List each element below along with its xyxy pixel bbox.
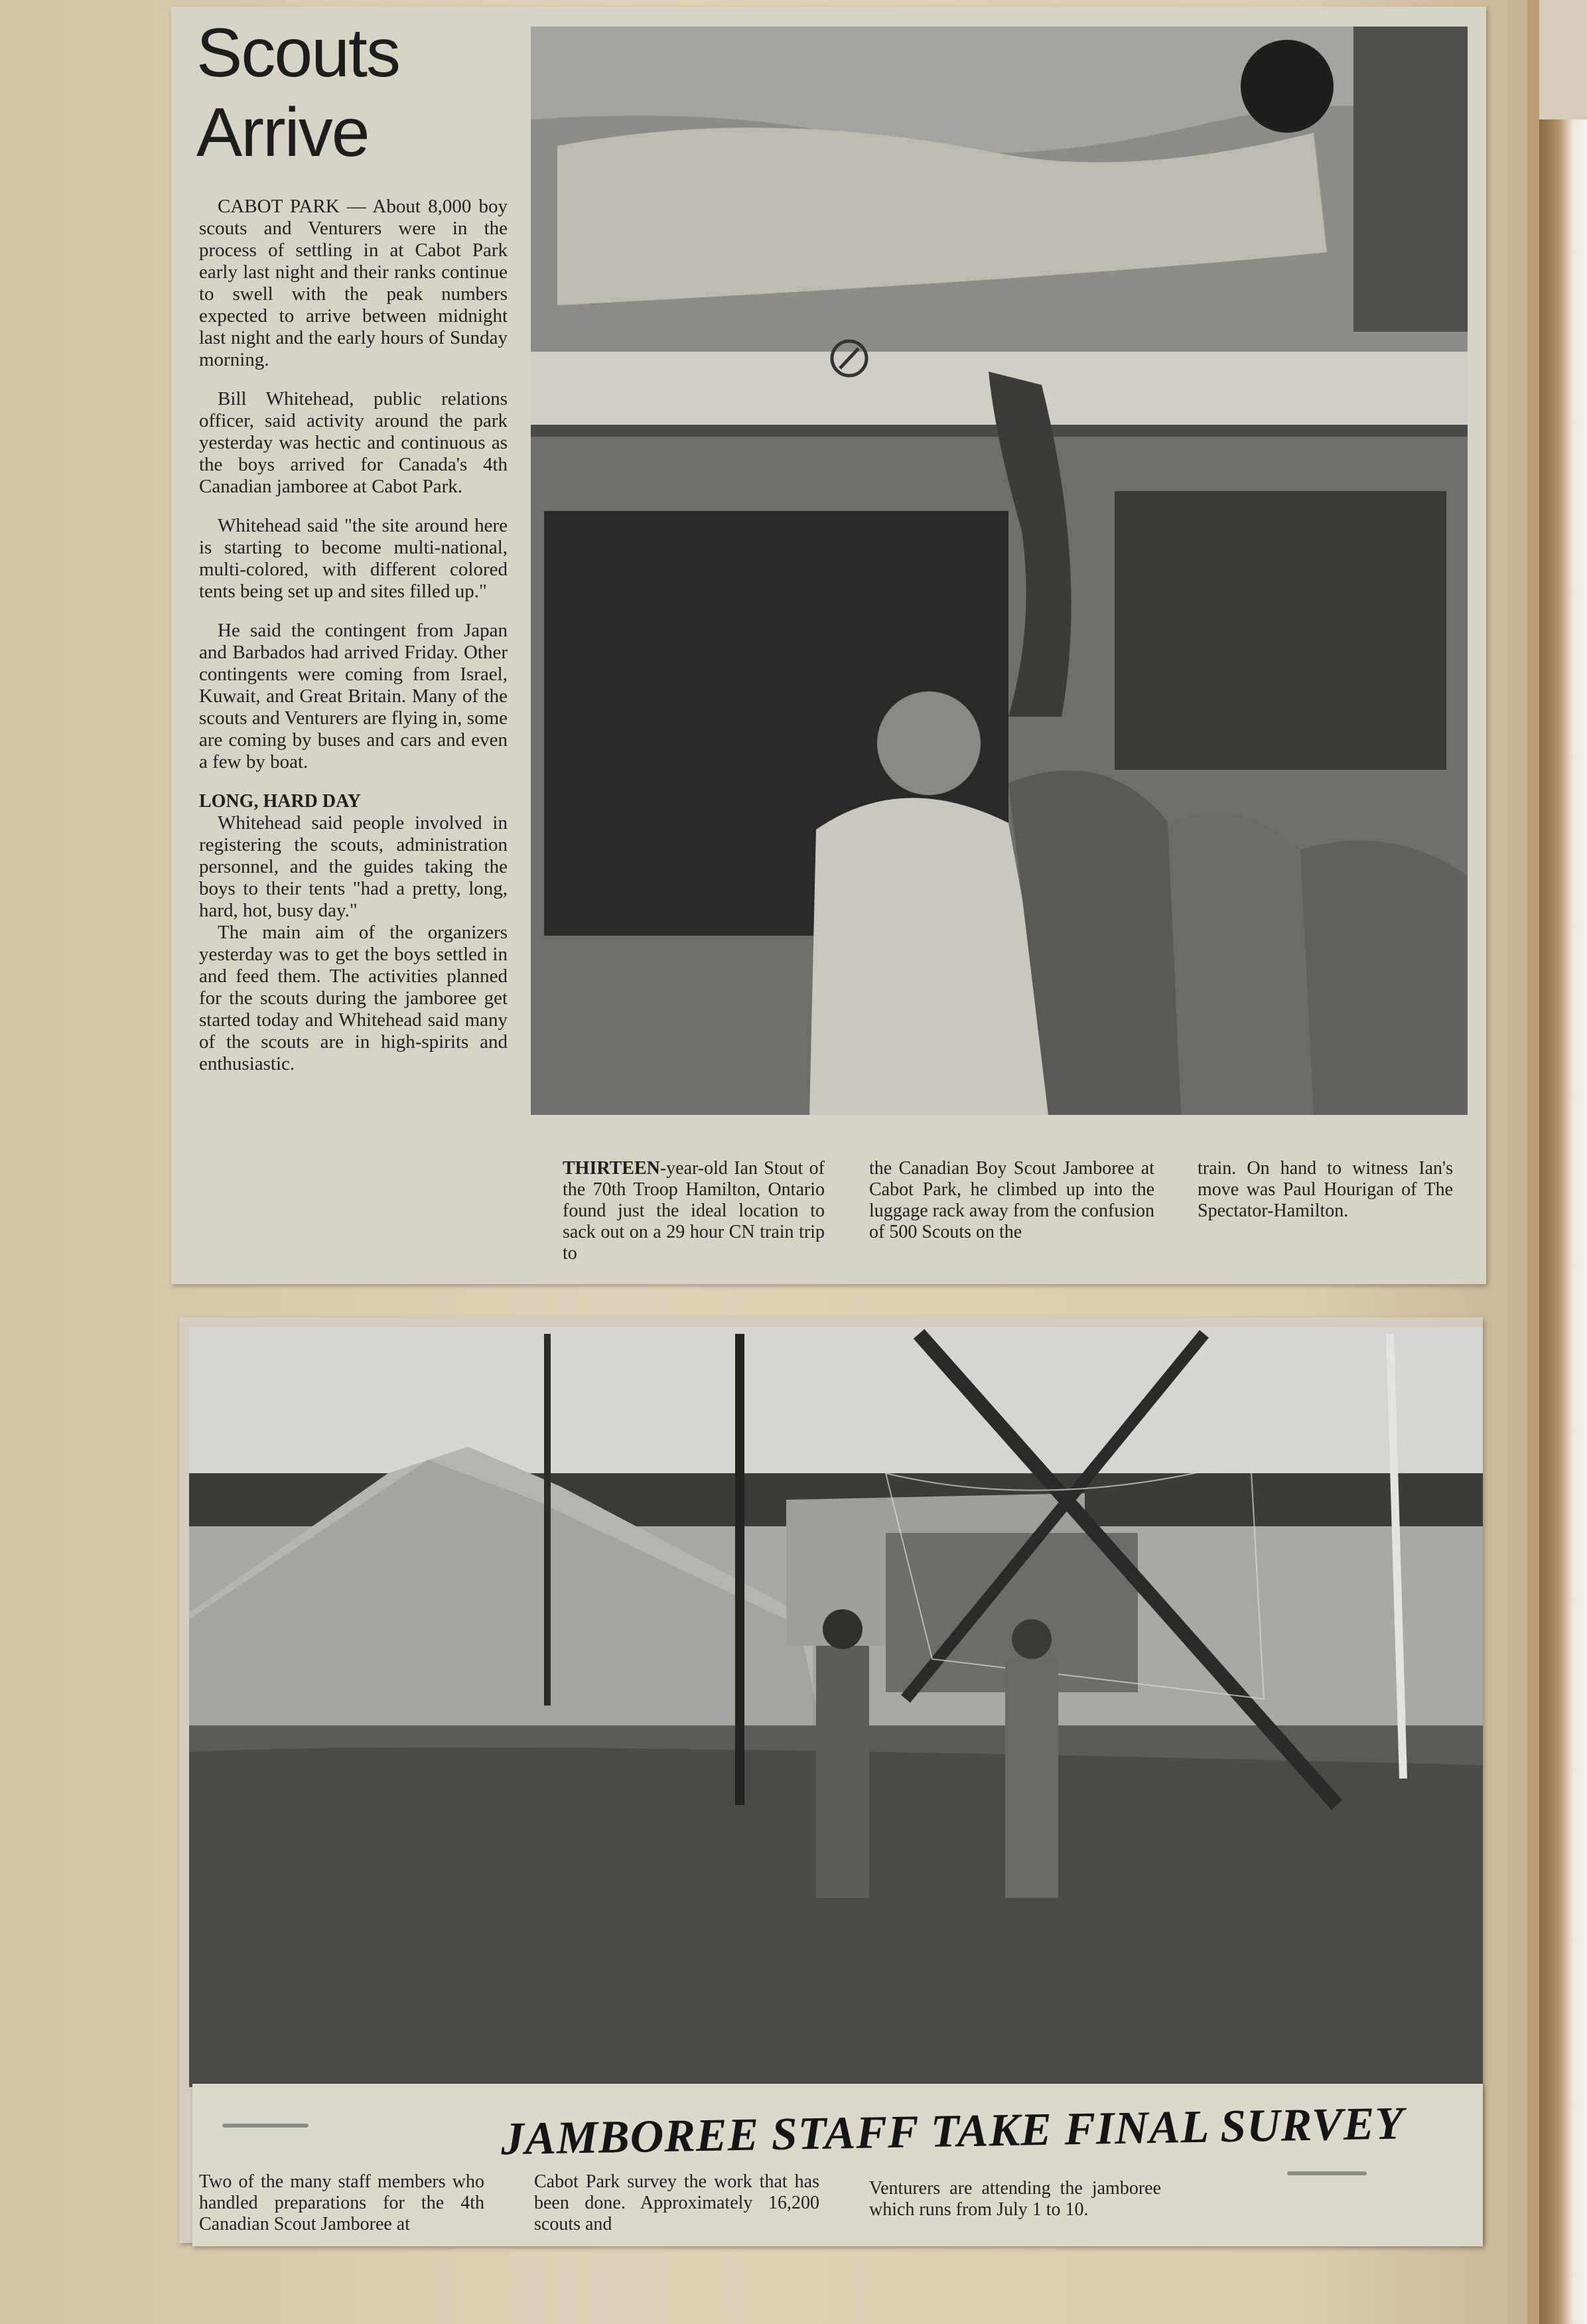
caption-lead: THIRTEEN bbox=[563, 1158, 660, 1179]
headline-line2: Arrive bbox=[196, 94, 369, 171]
staff-caption-col3: Venturers are attending the jamboree which runs from July 1 to 10. bbox=[869, 2178, 1161, 2220]
paragraph: CABOT PARK — About 8,000 boy scouts and Venturers were in the process of settling in at Cabot Park early last night and their ranks continue to swell with the peak numbers expected to arrive between midnight last night and the early hours of Sunday morning. bbox=[199, 196, 508, 370]
paragraph: The main aim of the organizers yesterday was to get the boys settled in and feed them. The activities planned for the scouts during the jamboree get started today and Whitehead said many of the scouts are in high-spirits and enthusiastic. bbox=[199, 922, 508, 1074]
headline-line1: Scouts bbox=[196, 15, 399, 92]
train-caption-col1 bbox=[563, 1158, 825, 1264]
subhead: LONG, HARD DAY bbox=[199, 791, 361, 812]
album-edge bbox=[1539, 119, 1587, 2324]
staff-caption-col1: Two of the many staff members who handled preparations for the 4th Canadian Scout Jamboree at bbox=[199, 2171, 484, 2234]
train-caption-col2: the Canadian Boy Scout Jamboree at Cabot Park, he climbed up into the luggage rack away from the confusion of 500 Scouts on the bbox=[869, 1158, 1154, 1242]
article-body bbox=[199, 196, 508, 1075]
caption-text: -year-old Ian Stout of the 70th Troop Hamilton, Ontario found just the ideal location to sack out on a 29 hour CN train trip to bbox=[563, 1158, 825, 1264]
photo-staff-survey bbox=[189, 1327, 1483, 2087]
staff-caption-col2: Cabot Park survey the work that has been done. Approximately 16,200 scouts and bbox=[534, 2171, 819, 2234]
photo-train-luggage-rack bbox=[531, 27, 1468, 1115]
paragraph: Whitehead said "the site around here is starting to become multi-national, multi-colored, with different colored tents being set up and sites filled up." bbox=[199, 515, 508, 602]
paragraph: He said the contingent from Japan and Barbados had arrived Friday. Other contingents were coming from Israel, Kuwait, and Great Britain. Many of the scouts and Venturers are flying in, some are coming by buses and cars and even a few by boat. bbox=[199, 620, 508, 772]
paragraph: Bill Whitehead, public relations officer, said activity around the park yesterday was hectic and continuous as the boys arrived for Canada's 4th Canadian jamboree at Cabot Park. bbox=[199, 388, 508, 497]
headline-jamboree-staff: JAMBOREE STAFF TAKE FINAL SURVEY bbox=[500, 2098, 1405, 2165]
paragraph: Whitehead said people involved in registering the scouts, administration personnel, and the guides taking the boys to their tents "had a pretty, long, hard, hot, busy day." bbox=[199, 812, 508, 921]
staple-mark bbox=[1287, 2171, 1367, 2175]
staple-mark bbox=[222, 2124, 309, 2128]
train-caption-col3: train. On hand to witness Ian's move was Paul Hourigan of The Spectator-Hamilton. bbox=[1198, 1158, 1453, 1221]
headline-scouts-arrive bbox=[196, 13, 515, 173]
